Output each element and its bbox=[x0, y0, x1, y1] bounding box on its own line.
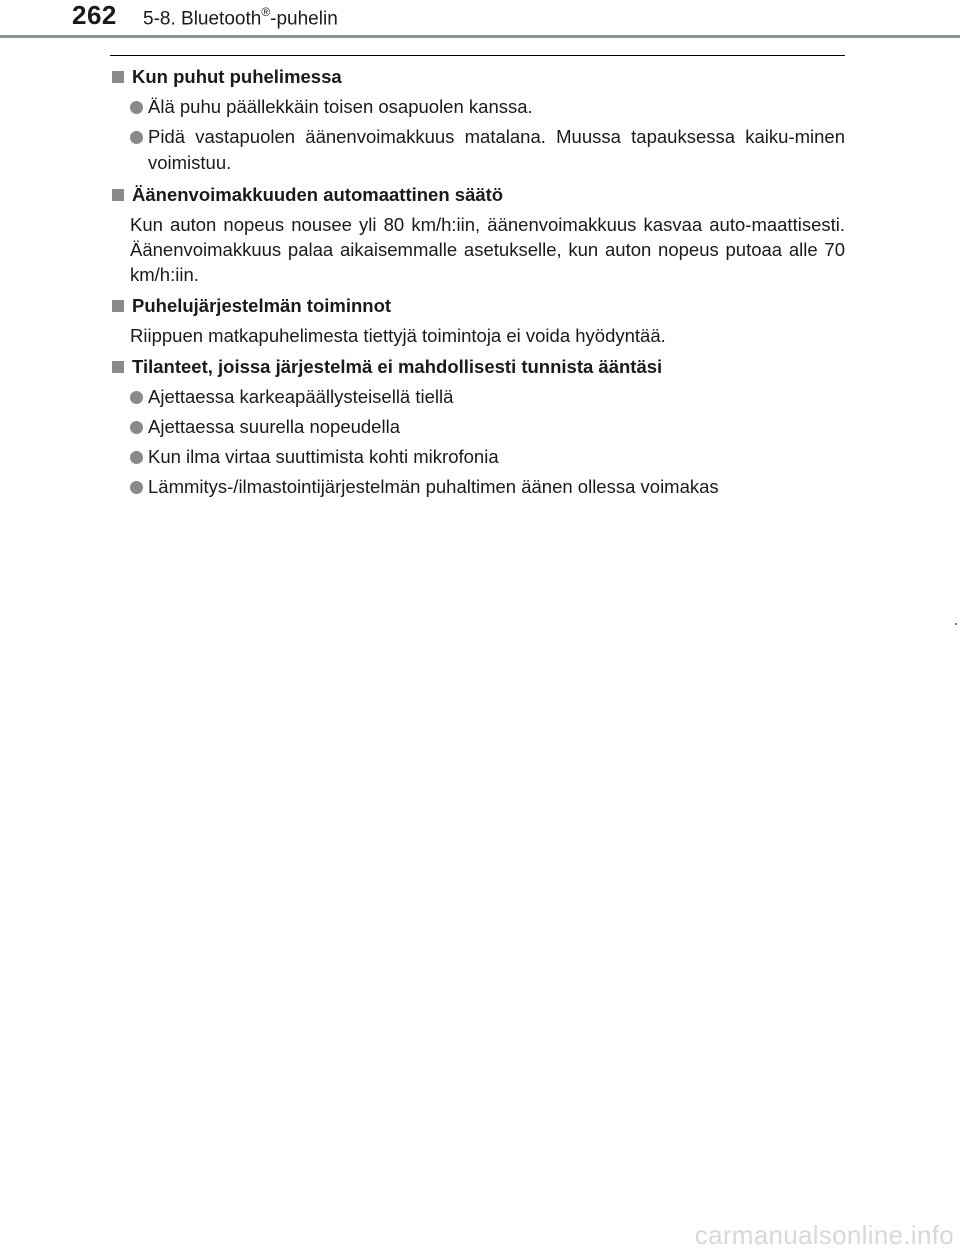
list-item-text: Kun ilma virtaa suuttimista kohti mikrofonia bbox=[148, 446, 499, 467]
circle-bullet-icon bbox=[130, 391, 143, 404]
list-item bbox=[110, 444, 845, 470]
registered-mark: ® bbox=[261, 5, 271, 19]
chapter-title-prefix: 5-8. Bluetooth bbox=[143, 8, 262, 30]
list-item-text: Älä puhu päällekkäin toisen osapuolen kanssa. bbox=[148, 96, 533, 117]
section-paragraph: Kun auton nopeus nousee yli 80 km/h:iin, äänenvoimakkuus kasvaa auto-maattisesti. Äänenvoimakkuus palaa aikaisemmalle asetukselle, kun auton nopeus putoaa alle 70 km/h:iin. bbox=[130, 214, 845, 285]
chapter-title-suffix: -puhelin bbox=[270, 8, 338, 30]
list-item-text: Pidä vastapuolen äänenvoimakkuus matalana. Muussa tapauksessa kaiku-minen voimistuu. bbox=[148, 126, 845, 173]
chapter-title bbox=[143, 6, 338, 30]
section-during-call bbox=[110, 64, 845, 176]
circle-bullet-icon bbox=[130, 101, 143, 114]
list-item-text: Lämmitys-/ilmastointijärjestelmän puhaltimen äänen ollessa voimakas bbox=[148, 476, 719, 497]
section-title: Puhelujärjestelmän toiminnot bbox=[132, 295, 392, 316]
circle-bullet-icon bbox=[130, 421, 143, 434]
list-item-text: Ajettaessa karkeapäällysteisellä tiellä bbox=[148, 386, 454, 407]
square-bullet-icon bbox=[112, 361, 124, 373]
page-number: 262 bbox=[72, 0, 117, 30]
list-item bbox=[110, 474, 845, 500]
section-heading bbox=[110, 64, 845, 90]
circle-bullet-icon bbox=[130, 131, 143, 144]
header-rule bbox=[0, 35, 960, 38]
section-heading bbox=[110, 293, 845, 319]
section-voice-recognition bbox=[110, 354, 845, 500]
section-paragraph: Riippuen matkapuhelimesta tiettyjä toimintoja ei voida hyödyntää. bbox=[130, 325, 666, 346]
watermark: carmanualsonline.info bbox=[694, 1220, 954, 1250]
list-item bbox=[110, 124, 845, 176]
page-header bbox=[0, 0, 960, 40]
list-item bbox=[110, 94, 845, 120]
content-top-rule bbox=[110, 55, 845, 56]
list-item bbox=[110, 414, 845, 440]
section-title: Kun puhut puhelimessa bbox=[132, 66, 342, 87]
list-item-text: Ajettaessa suurella nopeudella bbox=[148, 416, 400, 437]
section-heading bbox=[110, 354, 845, 380]
square-bullet-icon bbox=[112, 189, 124, 201]
square-bullet-icon bbox=[112, 71, 124, 83]
page-content bbox=[110, 64, 845, 506]
circle-bullet-icon bbox=[130, 481, 143, 494]
section-title: Tilanteet, joissa järjestelmä ei mahdollisesti tunnista ääntäsi bbox=[132, 356, 663, 377]
edge-mark bbox=[955, 623, 957, 625]
square-bullet-icon bbox=[112, 300, 124, 312]
section-title: Äänenvoimakkuuden automaattinen säätö bbox=[132, 184, 504, 205]
section-auto-volume bbox=[110, 182, 845, 287]
section-phone-functions bbox=[110, 293, 845, 348]
section-heading bbox=[110, 182, 845, 208]
list-item bbox=[110, 384, 845, 410]
circle-bullet-icon bbox=[130, 451, 143, 464]
